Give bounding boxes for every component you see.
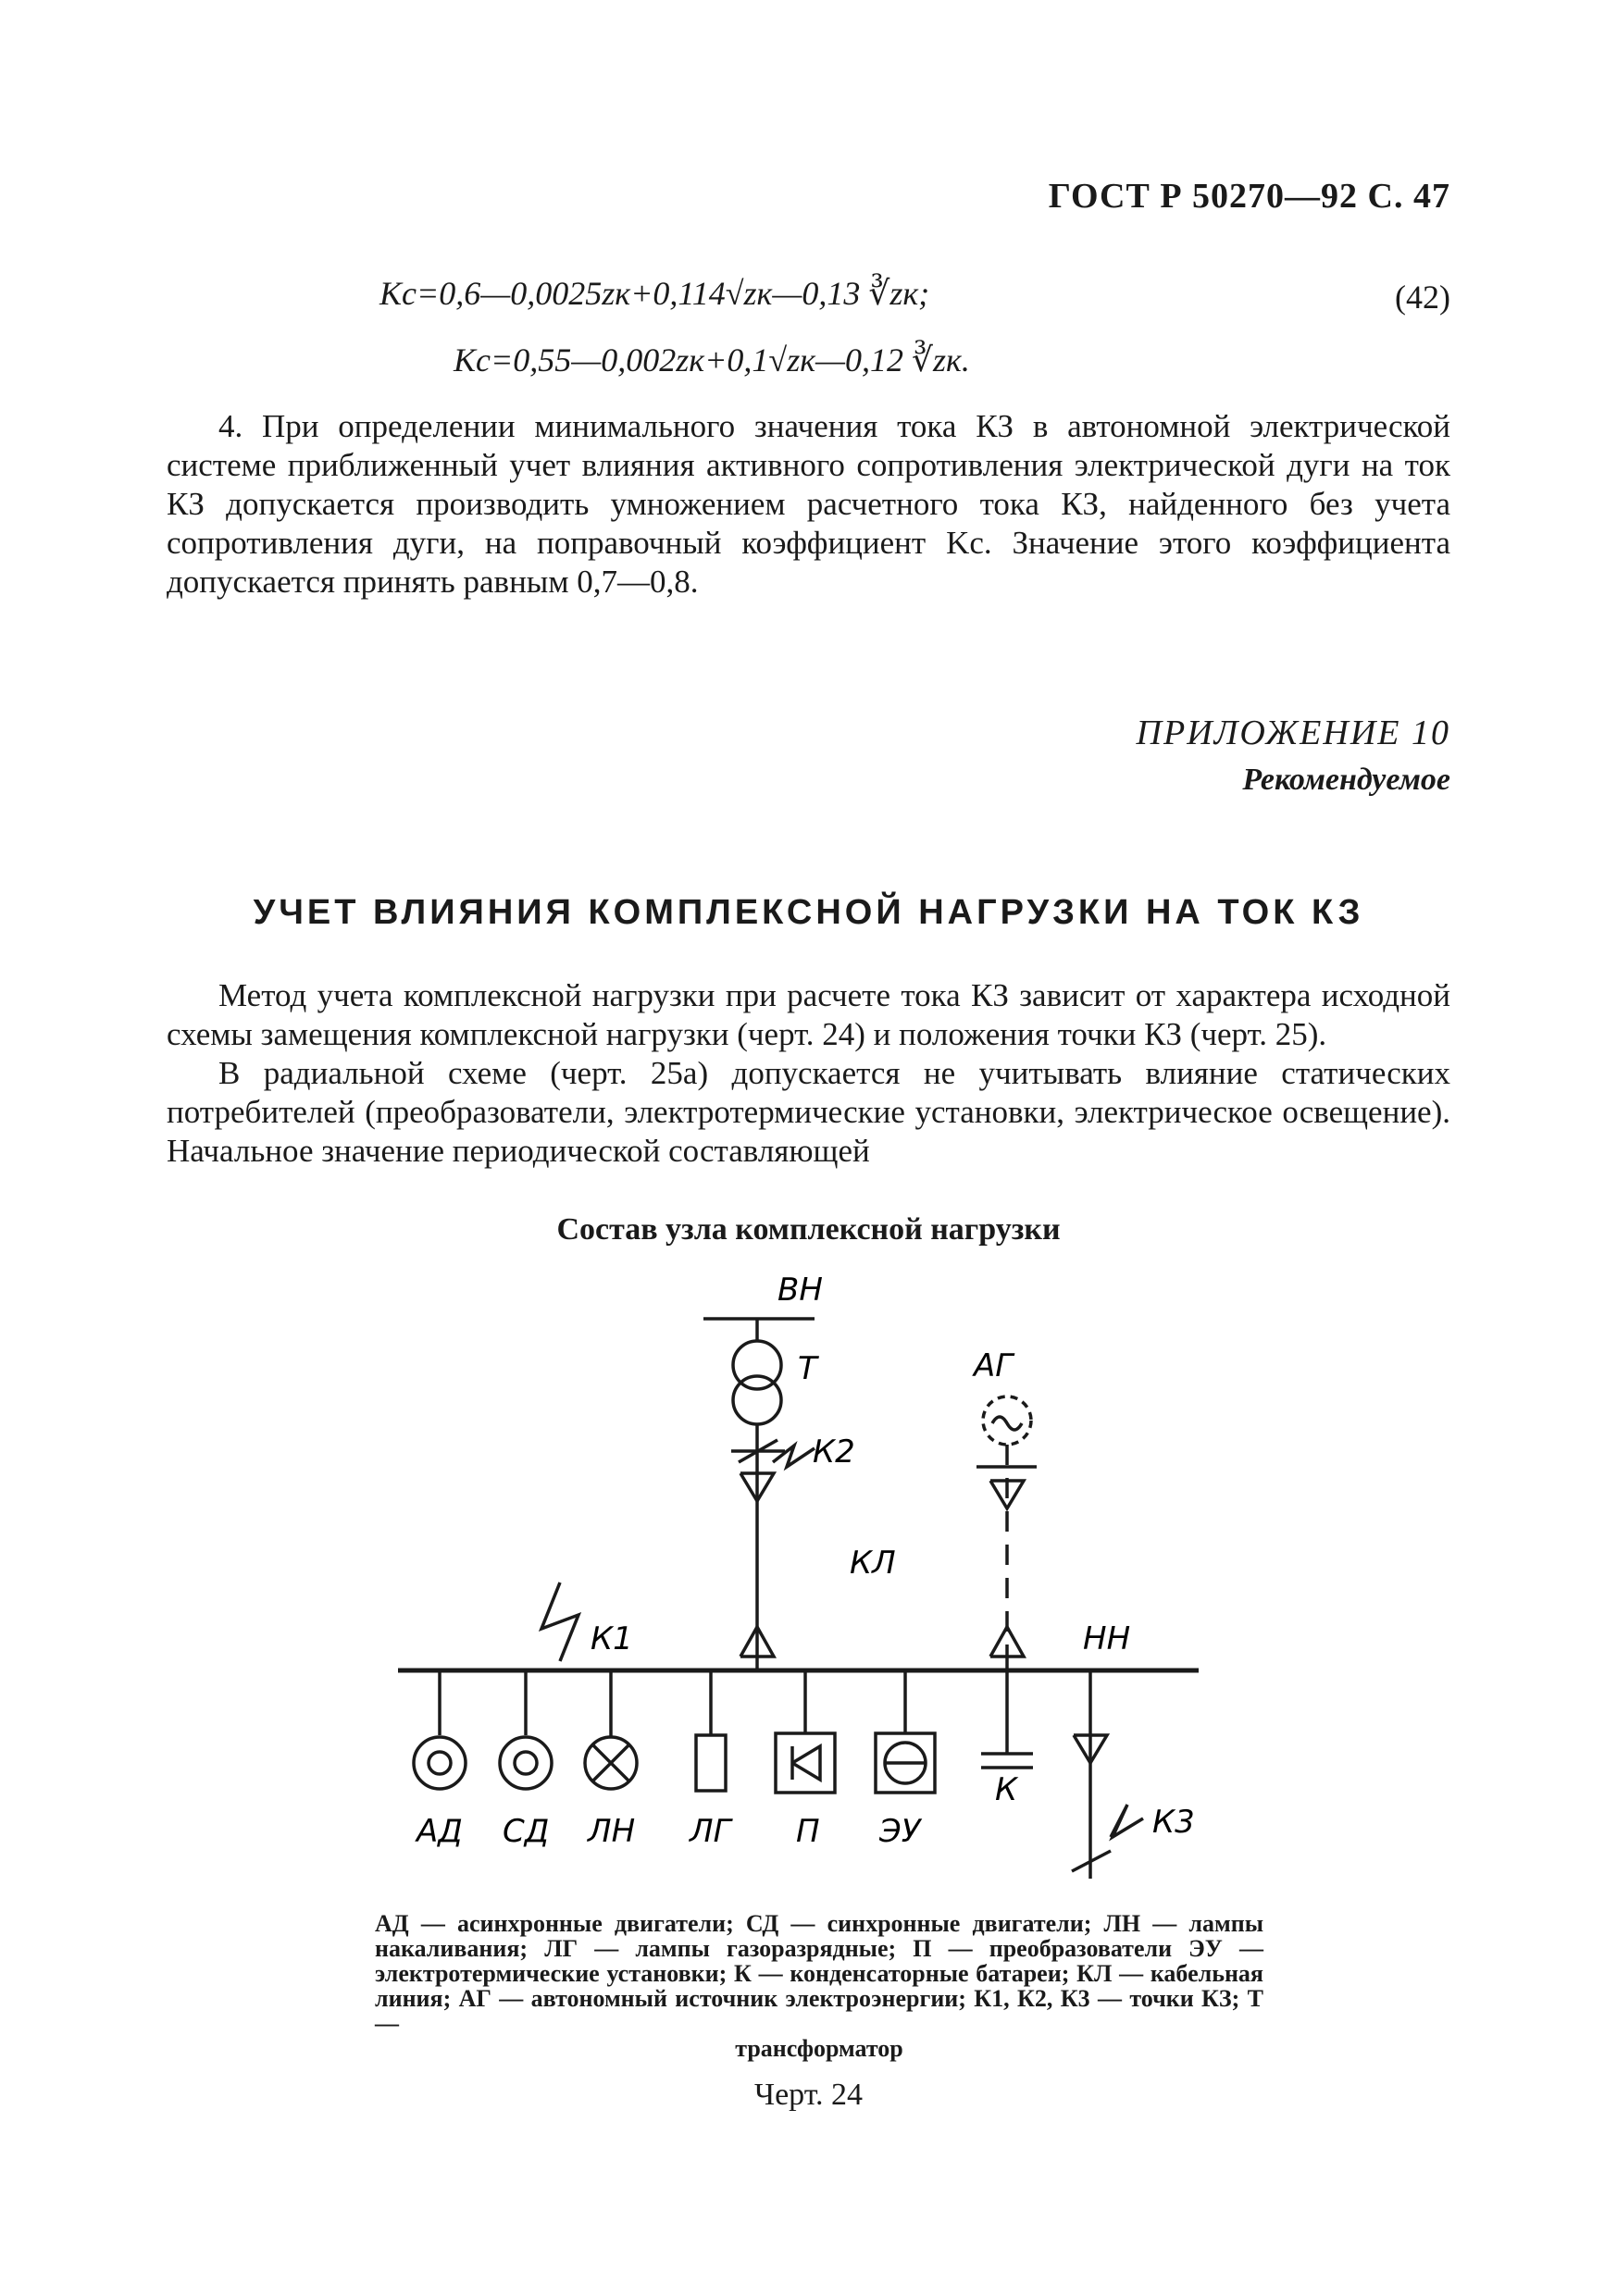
- label-k2: К2: [813, 1433, 855, 1471]
- formula-line-2: Kс=0,55—0,002zк+0,1√zк—0,12 ∛zк.: [454, 341, 970, 379]
- label-ln: ЛН: [588, 1813, 636, 1850]
- label-k: К: [995, 1771, 1018, 1808]
- label-lg: ЛГ: [690, 1813, 731, 1850]
- load-node-diagram: [0, 1268, 1617, 1897]
- body-paragraph-1: Метод учета комплексной нагрузки при расчете тока КЗ зависит от характера исходной схемы замещения комплексной нагрузки (черт. 24) и положения точки КЗ (черт. 25).: [167, 977, 1450, 1052]
- label-p: П: [796, 1813, 820, 1850]
- body-text: [167, 976, 1450, 1171]
- label-ag: АГ: [974, 1347, 1014, 1384]
- section-title: УЧЕТ ВЛИЯНИЯ КОМПЛЕКСНОЙ НАГРУЗКИ НА ТОК КЗ: [253, 893, 1364, 932]
- paragraph-4-text: 4. При определении минимального значения тока КЗ в автономной электрической системе приближенный учет влияния активного сопротивления электрической дуги на ток КЗ допускается производить умножением расчетного тока КЗ, найденного без учета сопротивления дуги, на поправочный коэффициент Kс. Значение этого коэффициента допускается принять равным 0,7—0,8.: [167, 408, 1450, 600]
- label-k1: К1: [591, 1620, 633, 1657]
- label-sd: СД: [503, 1813, 550, 1850]
- legend-last-line: трансформатор: [735, 2035, 903, 2062]
- label-t: Т: [798, 1350, 817, 1387]
- figure-label: Черт. 24: [753, 2078, 864, 2112]
- page-header: ГОСТ Р 50270—92 С. 47: [1048, 177, 1450, 216]
- label-k3: К3: [1152, 1804, 1195, 1841]
- paragraph-4: [167, 407, 1450, 602]
- label-eu: ЭУ: [879, 1813, 921, 1850]
- converter-symbol: [776, 1733, 835, 1793]
- equation-number: (42): [1395, 279, 1450, 316]
- legend-text: АД — асинхронные двигатели; СД — синхронные двигатели; ЛН — лампы накаливания; ЛГ — лампы газоразрядные; П — преобразователи ЭУ — электротермические установки; К — конденсаторные батареи; КЛ — кабельная линия; АГ — автономный источник электроэнергии; К1, К2, К3 — точки КЗ; Т —: [375, 1910, 1263, 2037]
- transformer-winding-2: [733, 1376, 781, 1424]
- body-paragraph-2: В радиальной схеме (черт. 25а) допускается не учитывать влияние статических потребителей (преобразователи, электротермические установки, электрическое освещение). Начальное значение периодической составляющей: [167, 1055, 1450, 1169]
- formula-line-1: Kс=0,6—0,0025zк+0,114√zк—0,13 ∛zк;: [379, 275, 930, 312]
- appendix-heading: [1137, 713, 1450, 798]
- sync-motor-symbol: [500, 1737, 552, 1789]
- gas-lamp-symbol: [696, 1735, 726, 1791]
- async-motor-symbol: [414, 1737, 466, 1789]
- label-vn: ВН: [777, 1272, 823, 1309]
- appendix-title: ПРИЛОЖЕНИЕ 10: [1136, 714, 1450, 752]
- label-ad: АД: [417, 1813, 463, 1850]
- appendix-subtitle: Рекомендуемое: [1242, 763, 1450, 797]
- label-nn: НН: [1083, 1620, 1131, 1657]
- diagram-caption: Состав узла комплексной нагрузки: [556, 1212, 1061, 1247]
- diagram-legend: [375, 1911, 1263, 2061]
- label-kl: КЛ: [850, 1545, 896, 1582]
